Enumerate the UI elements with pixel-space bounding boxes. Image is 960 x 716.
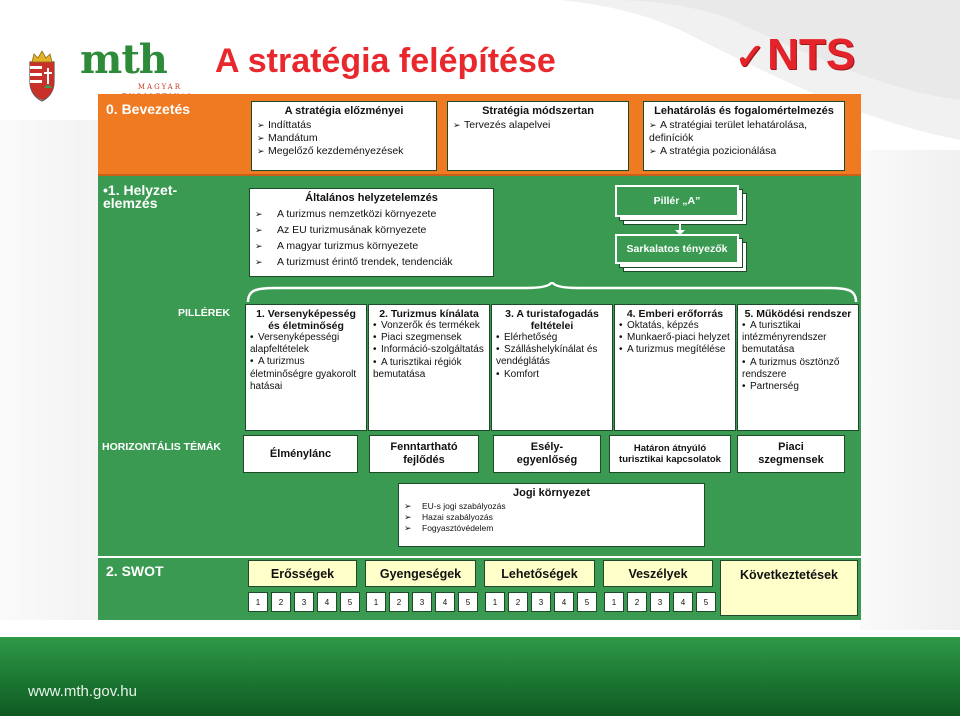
list-item: ➢ Indíttatás [257,119,312,131]
bullet-icon: • [496,332,500,343]
swot-number-cell: 4 [554,592,574,612]
pillar-reception [491,304,613,431]
swot-number-cell: 2 [271,592,291,612]
general-analysis-title: Általános helyzetelemzés [305,192,438,204]
bullet-icon: • [250,332,254,343]
swot-number-cell: 2 [508,592,528,612]
pillar-title: 2. Turizmus kínálata [379,308,479,320]
theme-equal-opportunity: Esély-egyenlőség [493,435,601,473]
list-item: ➢ A stratégia pozicionálása [649,145,777,157]
scope-box [643,101,845,171]
footer-bar [0,637,960,716]
list-item: ➢ A turizmust érintő trendek, tendenciák [255,256,453,268]
logo-wordmark: mth [80,36,167,83]
pillar-operating-system [737,304,859,431]
swot-number-cell: 5 [577,592,597,612]
swot-label: 2. SWOT [106,563,164,579]
intro-label: 0. Bevezetés [106,101,191,117]
list-item: • A turizmus ösztönző rendszere [742,356,840,380]
strategy-diagram [98,94,861,620]
hungarian-crest-icon [22,48,62,102]
list-item: • A turisztikai intézményrendszer bemutatása [742,320,827,356]
list-item: ➢ Hazai szabályozás [404,512,493,522]
arrow-bullet-icon: ➢ [453,120,461,130]
list-item: ➢ Mandátum [257,132,318,144]
bullet-icon: • [373,356,377,368]
key-factors-stack [615,234,747,272]
list-item: • Munkaerő-piaci helyzet [619,332,730,344]
list-item: ➢ EU-s jogi szabályozás [404,501,506,511]
theme-cross-border: Határon átnyúló turisztikai kapcsolatok [609,435,731,473]
bullet-icon: • [373,320,377,331]
logo-subtitle: MAGYAR [137,83,182,91]
intro-section [98,94,861,176]
theme-sustainability: Fenntartható fejlődés [369,435,479,473]
scope-title: Lehatárolás és fogalomértelmezés [654,105,834,117]
swot-strengths: Erősségek [248,560,357,587]
swot-number-cell: 3 [650,592,670,612]
swot-number-cell: 3 [294,592,314,612]
arrow-bullet-icon: ➢ [649,146,657,156]
arrow-bullet-icon: ➢ [255,257,263,267]
horizontal-themes-label: HORIZONTÁLIS TÉMÁK [102,441,221,453]
swot-number-cell: 5 [340,592,360,612]
arrow-bullet-icon: ➢ [255,241,263,251]
bullet-icon: • [373,344,377,356]
theme-experience-chain: Élménylánc [243,435,358,473]
bullet-icon: • [619,320,623,331]
situation-label: •1. Helyzet-elemzés [103,182,178,211]
list-item: ➢ A turizmus nemzetközi környezete [255,208,437,220]
key-factors-label: Sarkalatos tényezők [615,234,739,264]
decorative-left-panel [0,120,98,620]
pillars-label: PILLÉREK [178,307,230,319]
methodology-box [447,101,629,171]
bullet-icon: • [742,381,746,393]
swot-number-cell: 2 [389,592,409,612]
list-item: • Piaci szegmensek [373,332,462,344]
pillar-competitiveness [245,304,367,431]
decorative-side-panel [860,150,960,630]
swot-number-cell: 5 [696,592,716,612]
pillar-title: 5. Működési rendszer [744,308,852,320]
theme-market-segments: Piaci szegmensek [737,435,845,473]
arrow-bullet-icon: ➢ [649,120,657,130]
list-item: ➢ A stratégiai terület lehatárolása, [649,119,808,131]
arrow-bullet-icon: ➢ [257,120,265,130]
bullet-icon: • [496,368,500,380]
list-item: definíciók [649,132,694,144]
list-item: • Versenyképességi alapfeltételek [250,332,340,356]
list-item: • Komfort [496,368,540,380]
pillar-a-stack [615,185,747,225]
general-analysis-box [249,188,494,277]
bullet-icon: • [742,356,746,368]
swot-conclusions: Következtetések [720,560,858,616]
bullet-icon: • [373,332,377,344]
precedents-title: A stratégia előzményei [284,105,404,117]
arrow-bullet-icon: ➢ [404,523,412,533]
arrow-bullet-icon: ➢ [404,501,412,511]
footer-url[interactable]: www.mth.gov.hu [28,683,137,700]
swot-number-cell: 2 [627,592,647,612]
list-item: • Információ-szolgáltatás [373,344,484,356]
pillar-supply [368,304,490,431]
swot-number-cell: 5 [458,592,478,612]
swot-number-cell: 4 [435,592,455,612]
pillar-title: 3. A turistafogadás feltételei [505,308,599,332]
checkmark-icon: ✓ [735,36,766,77]
swot-number-cell: 4 [673,592,693,612]
nts-logo [735,30,855,80]
list-item: • Partnerség [742,381,799,393]
swot-weaknesses: Gyengeségek [365,560,476,587]
bullet-icon: • [742,320,746,331]
swot-number-cell: 4 [317,592,337,612]
arrow-bullet-icon: ➢ [404,512,412,522]
nts-label: NTS [767,30,856,79]
list-item: ➢ A magyar turizmus környezete [255,240,419,252]
list-item: • Szálláshelykínálat és vendéglátás [496,344,598,368]
precedents-box [251,101,437,171]
list-item: • Vonzerők és termékek [373,320,480,331]
list-item: ➢ Megelőző kezdeményezések [257,145,404,157]
list-item: • Elérhetőség [496,332,558,343]
bullet-icon: • [496,344,500,356]
pillar-a-label: Pillér „A” [615,185,739,217]
bullet-icon: • [619,332,623,344]
pillar-title: 4. Emberi erőforrás [626,308,724,320]
swot-number-cell: 1 [248,592,268,612]
arrow-bullet-icon: ➢ [255,209,263,219]
swot-number-cell: 1 [366,592,386,612]
swot-number-cell: 3 [531,592,551,612]
bullet-icon: • [619,344,623,356]
pillar-human-resources [614,304,736,431]
legal-environment-box [398,483,705,547]
swot-opportunities: Lehetőségek [484,560,595,587]
bullet-icon: • [250,356,254,368]
arrow-bullet-icon: ➢ [255,225,263,235]
methodology-title: Stratégia módszertan [482,105,594,117]
swot-number-cell: 1 [604,592,624,612]
arrow-bullet-icon: ➢ [257,133,265,143]
pillars-brace [246,282,858,304]
page-title: A stratégia felépítése [215,42,556,80]
list-item: ➢ Tervezés alapelvei [453,119,551,131]
swot-number-cell: 1 [485,592,505,612]
pillar-title: 1. Versenyképesség és életminőség [256,308,356,332]
list-item: • A turizmus életminőségre gyakorolt hatásai [250,356,357,392]
list-item: • Oktatás, képzés [619,320,699,331]
list-item: ➢ Fogyasztóvédelem [404,523,494,533]
list-item: • A turisztikai régiók bemutatása [373,356,462,380]
swot-number-cell: 3 [412,592,432,612]
list-item: ➢ Az EU turizmusának környezete [255,224,427,236]
swot-threats: Veszélyek [603,560,713,587]
arrow-bullet-icon: ➢ [257,146,265,156]
legal-title: Jogi környezet [512,487,591,499]
list-item: • A turizmus megítélése [619,344,726,356]
